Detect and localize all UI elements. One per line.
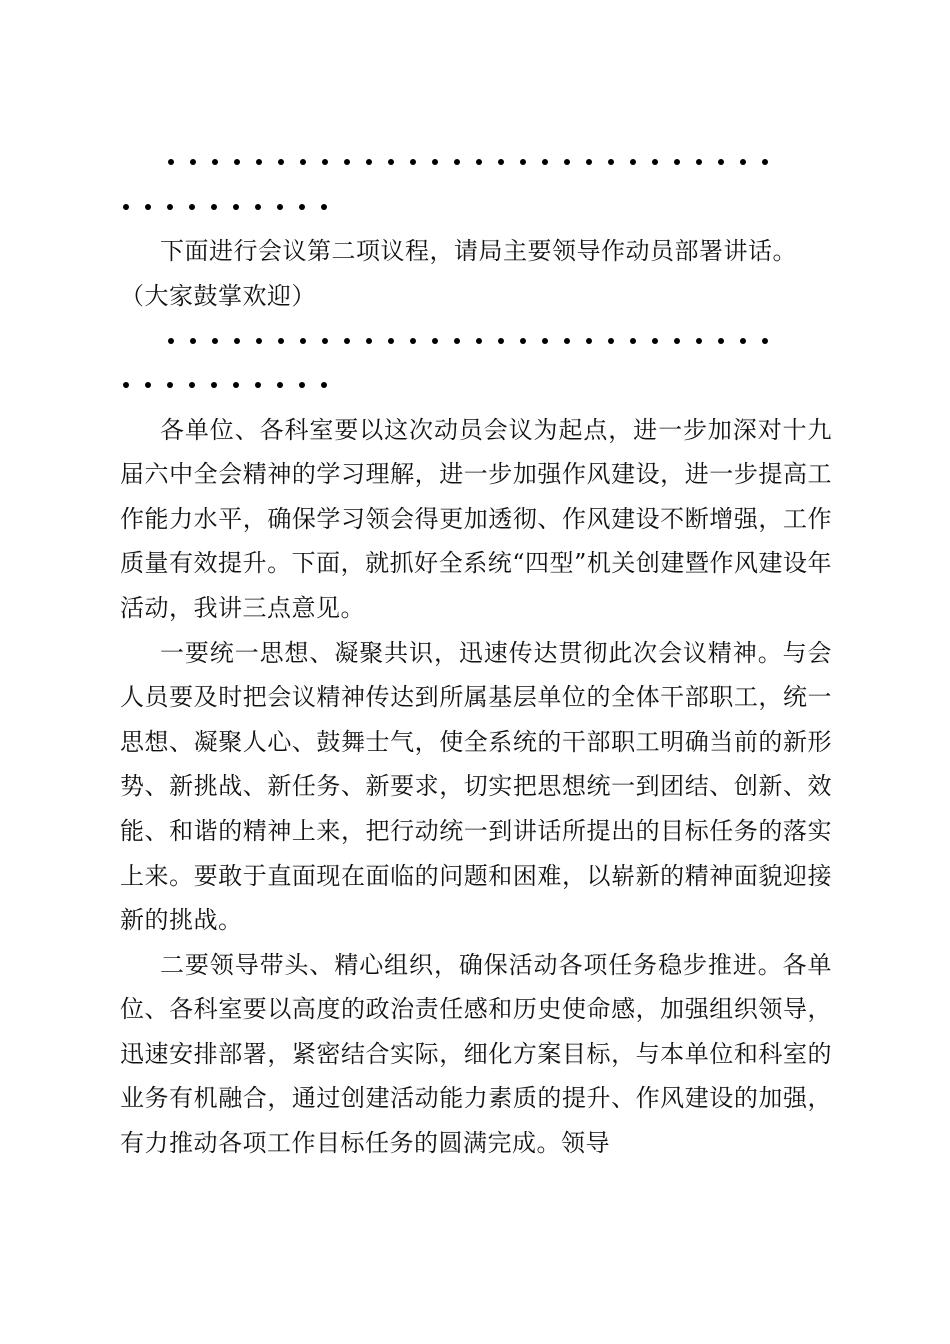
ellipsis-line xyxy=(120,185,832,230)
paragraph: 各单位、各科室要以这次动员会议为起点，进一步加深对十九届六中全会精神的学习理解，进一步加强作风建设，进一步提高工作能力水平，确保学习领会得更加透彻、作风建设不断增强，工作质量有效提升。下面，就抓好全系统“四型”机关创建暨作风建设年活动，我讲三点意见。 xyxy=(120,415,832,622)
paragraph: 一要统一思想、凝聚共识，迅速传达贯彻此次会议精神。与会人员要及时把会议精神传达到所属基层单位的全体干部职工，统一思想、凝聚人心、鼓舞士气，使全系统的干部职工明确当前的新形势、新挑战、新任务、新要求，切实把思想统一到团结、创新、效能、和谐的精神上来，把行动统一到讲话所提出的目标任务的落实上来。要敢于直面现在面临的问题和困难，以崭新的精神面貌迎接新的挑战。 xyxy=(120,638,832,935)
paragraph-applause: （大家鼓掌欢迎） xyxy=(120,281,316,310)
paragraph: 二要领导带头、精心组织，确保活动各项任务稳步推进。各单位、各科室要以高度的政治责任感和历史使命感，加强组织领导，迅速安排部署，紧密结合实际，细化方案目标，与本单位和科室的业务有机融合，通过创建活动能力素质的提升、作风建设的加强，有力推动各项工作目标任务的圆满完成。领导 xyxy=(120,950,832,1158)
ellipsis-line xyxy=(120,140,832,185)
paragraph: 下面进行会议第二项议程，请局主要领导作动员部署讲话。 xyxy=(160,237,797,266)
ellipsis-line xyxy=(120,363,832,408)
ellipsis-line xyxy=(120,318,832,363)
document-body xyxy=(120,140,832,1166)
